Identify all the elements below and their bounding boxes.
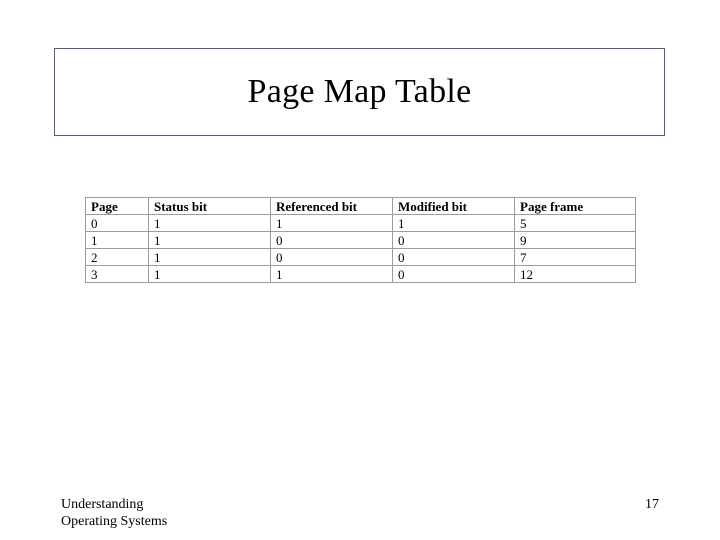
cell-referenced-bit: 1 xyxy=(271,215,393,232)
page-map-table xyxy=(85,197,636,283)
cell-referenced-bit: 0 xyxy=(271,249,393,266)
slide-number: 17 xyxy=(645,497,659,512)
cell-status-bit: 1 xyxy=(149,215,271,232)
slide-title: Page Map Table xyxy=(247,73,472,110)
cell-referenced-bit: 0 xyxy=(271,232,393,249)
table-row xyxy=(86,215,636,232)
cell-status-bit: 1 xyxy=(149,232,271,249)
cell-status-bit: 1 xyxy=(149,266,271,283)
cell-modified-bit: 0 xyxy=(393,266,515,283)
cell-modified-bit: 1 xyxy=(393,215,515,232)
cell-page: 2 xyxy=(86,249,149,266)
cell-page: 3 xyxy=(86,266,149,283)
table-row xyxy=(86,232,636,249)
header-page-frame: Page frame xyxy=(515,198,636,215)
footer-course-title xyxy=(61,496,167,530)
cell-modified-bit: 0 xyxy=(393,232,515,249)
cell-page: 0 xyxy=(86,215,149,232)
title-box xyxy=(54,48,665,136)
header-status-bit: Status bit xyxy=(149,198,271,215)
cell-status-bit: 1 xyxy=(149,249,271,266)
header-referenced-bit: Referenced bit xyxy=(271,198,393,215)
cell-page: 1 xyxy=(86,232,149,249)
table-row xyxy=(86,249,636,266)
cell-referenced-bit: 1 xyxy=(271,266,393,283)
cell-page-frame: 9 xyxy=(515,232,636,249)
footer-line-2: Operating Systems xyxy=(61,514,168,529)
header-modified-bit: Modified bit xyxy=(393,198,515,215)
table-row xyxy=(86,266,636,283)
table-header-row xyxy=(86,198,636,215)
cell-page-frame: 12 xyxy=(515,266,636,283)
cell-page-frame: 5 xyxy=(515,215,636,232)
table-container xyxy=(85,197,636,283)
footer-line-1: Understanding xyxy=(61,497,144,512)
cell-page-frame: 7 xyxy=(515,249,636,266)
cell-modified-bit: 0 xyxy=(393,249,515,266)
header-page: Page xyxy=(86,198,149,215)
